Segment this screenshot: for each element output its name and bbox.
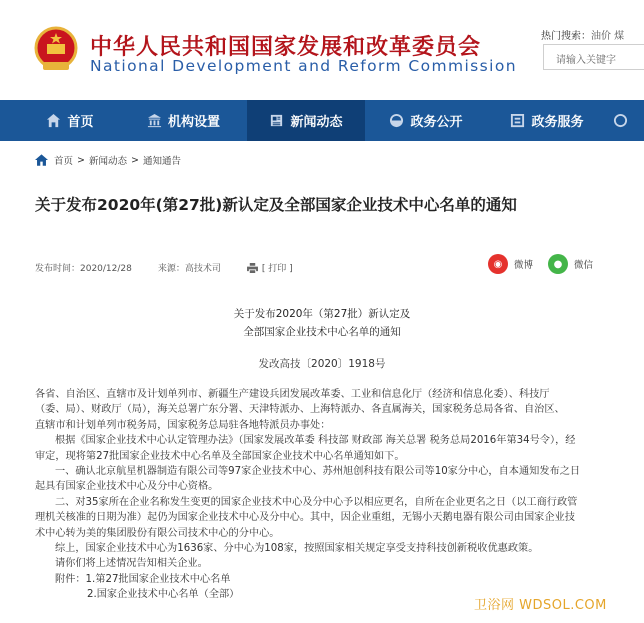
home-icon[interactable] <box>35 154 48 166</box>
attachment-line[interactable]: 附件：1.第27批国家企业技术中心名单 <box>55 573 231 585</box>
doc-heading-line2: 全部国家企业技术中心名单的通知 <box>243 326 401 338</box>
nav-label: 政务服务 <box>531 115 584 130</box>
print-button[interactable] <box>247 261 293 274</box>
weibo-icon: ◉ <box>488 254 508 274</box>
nav-item-gov-affairs[interactable] <box>365 100 487 141</box>
watermark: 卫浴网 WDSOL.COM <box>474 598 607 613</box>
main-nav <box>0 100 644 141</box>
body-line: 各省、自治区、直辖市及计划单列市、新疆生产建设兵团发展改革委、工业和信息化厅（经济和信息化委）、科技厅 <box>35 389 550 400</box>
nav-label: 机构设置 <box>167 115 220 130</box>
hot-search-terms[interactable]: 油价 煤 <box>591 31 625 42</box>
globe-icon <box>389 113 404 128</box>
doc-number: 发改高技〔2020〕1918号 <box>258 358 386 370</box>
site-header <box>0 0 644 100</box>
body-line: （委、局）、财政厅（局），海关总署广东分署、天津特派办、上海特派办、各直属海关，国家税务总局各省、自治区、 <box>35 404 565 416</box>
nav-item-news[interactable] <box>247 100 365 141</box>
body-line: 综上，国家企业技术中心为1636家、分中心为108家，按照国家相关规定享受支持科技创新税收优惠政策。 <box>55 543 539 555</box>
body-line: 起具有国家企业技术中心及分中心资格。 <box>35 481 219 493</box>
attachment-line[interactable]: 2.国家企业技术中心名单（全部） <box>87 589 240 601</box>
body-line: 请你们将上述情况告知相关企业。 <box>55 558 208 570</box>
breadcrumb-news[interactable]: 新闻动态 <box>88 156 127 167</box>
body-line: 二、对35家所在企业名称发生变更的国家企业技术中心及分中心予以相应更名，自所在企业更名之日（以工商行政管 <box>55 496 578 508</box>
article-title: 关于发布2020年(第27批)新认定及全部国家企业技术中心名单的通知 <box>35 196 517 214</box>
nav-item-home[interactable] <box>0 100 120 141</box>
body-line: 一、确认北京航星机器制造有限公司等97家企业技术中心、苏州旭创科技有限公司等10家分中心，自本通知发布之日 <box>55 466 581 478</box>
article-source: 来源：高技术司 <box>157 264 221 274</box>
service-icon <box>510 113 525 128</box>
share-weibo-button[interactable] <box>488 254 533 274</box>
print-label: [ 打印 ] <box>261 264 293 274</box>
share-wechat-button[interactable] <box>548 254 593 274</box>
clock-icon <box>613 113 628 128</box>
nav-item-more[interactable] <box>607 100 644 141</box>
share-weibo-label: 微博 <box>514 260 534 271</box>
site-title-cn[interactable]: 中华人民共和国国家发展和改革委员会 <box>90 35 482 60</box>
breadcrumb <box>35 153 181 167</box>
doc-heading-line1: 关于发布2020年（第27批）新认定及 <box>233 308 411 320</box>
building-icon <box>147 113 162 128</box>
breadcrumb-notices[interactable]: 通知通告 <box>142 156 181 167</box>
breadcrumb-separator: > <box>77 154 85 166</box>
hot-search-label: 热门搜索： <box>541 31 591 42</box>
hot-search <box>541 27 624 42</box>
nav-item-gov-service[interactable] <box>487 100 607 141</box>
body-line: 审定，现将第27批国家企业技术中心名单及全部国家企业技术中心名单通知如下。 <box>35 450 405 462</box>
body-line: 直辖市和计划单列市税务局，国家税务总局驻各地特派员办事处： <box>35 419 331 431</box>
nav-label: 新闻动态 <box>290 115 343 130</box>
nav-label: 政务公开 <box>410 115 463 130</box>
wechat-icon: ● <box>548 254 568 274</box>
printer-icon <box>247 263 258 273</box>
body-line: 术中心转为美的集团股份有限公司技术中心的分中心。 <box>35 527 280 539</box>
body-line: 理机关核准的日期为准）起仍为国家企业技术中心及分中心。其中，因企业重组，无锡小天鹅电器有限公司由国家企业技 <box>35 512 575 524</box>
nav-item-organization[interactable] <box>120 100 247 141</box>
article-meta <box>35 261 293 274</box>
national-emblem-icon[interactable] <box>34 26 78 74</box>
breadcrumb-home[interactable]: 首页 <box>54 156 74 167</box>
body-line: 根据《国家企业技术中心认定管理办法》（国家发展改革委 科技部 财政部 海关总署 税务总局2016年第34号令），经 <box>55 435 576 447</box>
site-title-en[interactable]: National Development and Reform Commission <box>90 57 517 75</box>
search-input[interactable]: 请输入关键字 <box>543 44 644 70</box>
breadcrumb-separator: > <box>131 154 139 166</box>
news-icon <box>269 113 284 128</box>
nav-label: 首页 <box>67 115 94 130</box>
publish-date: 发布时间：2020/12/28 <box>35 264 132 274</box>
home-icon <box>46 113 61 128</box>
share-wechat-label: 微信 <box>574 260 594 271</box>
article-body <box>35 387 609 603</box>
